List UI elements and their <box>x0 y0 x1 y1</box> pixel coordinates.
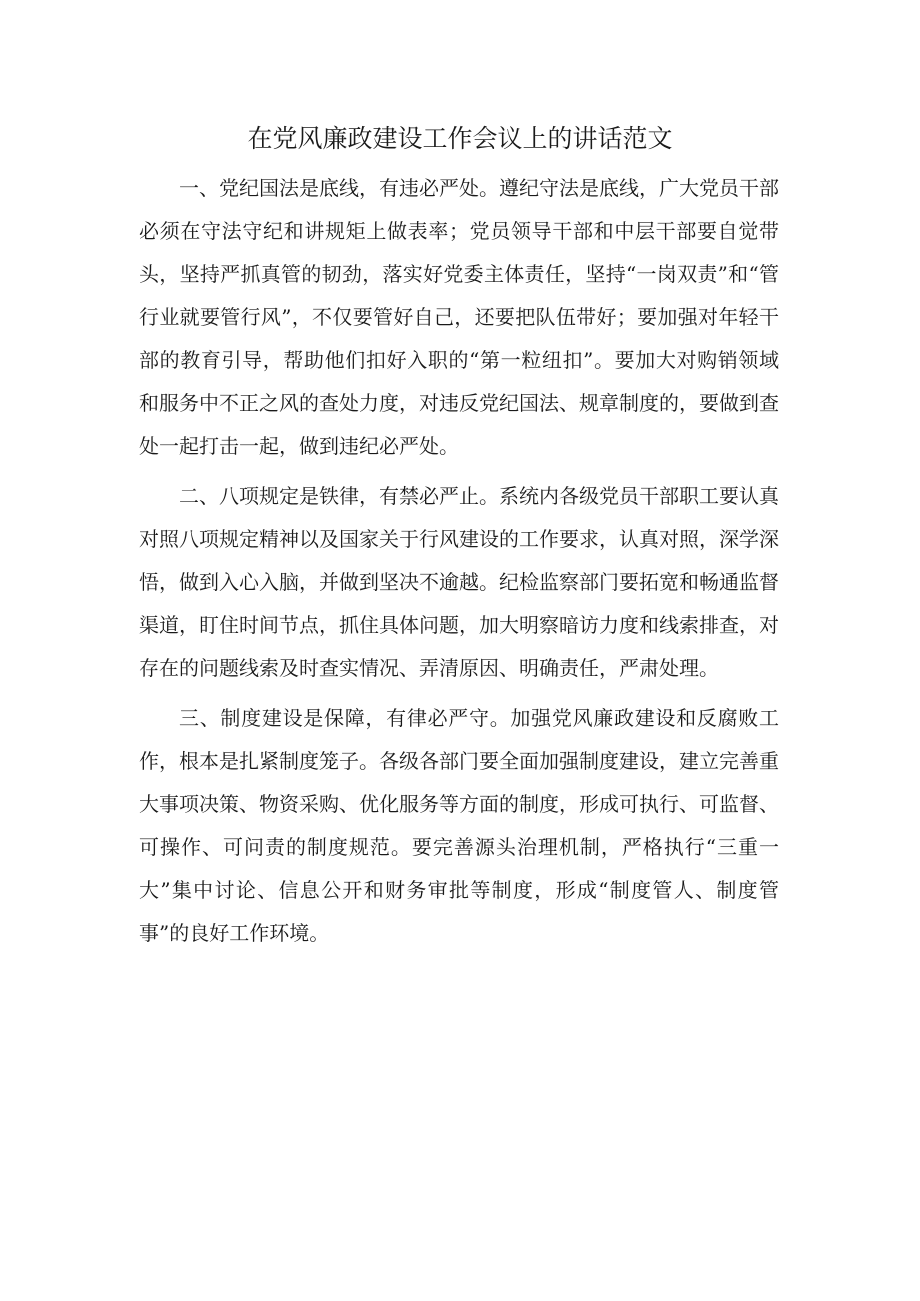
document-body <box>139 167 779 962</box>
document-title: 在党风廉政建设工作会议上的讲话范文 <box>247 124 673 153</box>
paragraph-1: 一、党纪国法是底线，有违必严处。遵纪守法是底线，广大党员干部必须在守法守纪和讲规矩上做表率；党员领导干部和中层干部要自觉带头，坚持严抓真管的韧劲，落实好党委主体责任，坚持“一岗双责”和“管行业就要管行风”，不仅要管好自己，还要把队伍带好；要加强对年轻干部的教育引导，帮助他们扣好入职的“第一粒纽扣”。要加大对购销领域和服务中不正之风的查处力度，对违反党纪国法、规章制度的，要做到查处一起打击一起，做到违纪必严处。 <box>139 176 779 458</box>
paragraph-2: 二、八项规定是铁律，有禁必严止。系统内各级党员干部职工要认真对照八项规定精神以及国家关于行风建设的工作要求，认真对照，深学深悟，做到入心入脑，并做到坚决不逾越。纪检监察部门要拓宽和畅通监督渠道，盯住时间节点，抓住具体问题，加大明察暗访力度和线索排查，对存在的问题线索及时查实情况、弄清原因、明确责任，严肃处理。 <box>139 484 779 680</box>
paragraph-3: 三、制度建设是保障，有律必严守。加强党风廉政建设和反腐败工作，根本是扎紧制度笼子。各级各部门要全面加强制度建设，建立完善重大事项决策、物资采购、优化服务等方面的制度，形成可执行、可监督、可操作、可问责的制度规范。要完善源头治理机制，严格执行“三重一大”集中讨论、信息公开和财务审批等制度，形成“制度管人、制度管事”的良好工作环境。 <box>139 706 779 945</box>
